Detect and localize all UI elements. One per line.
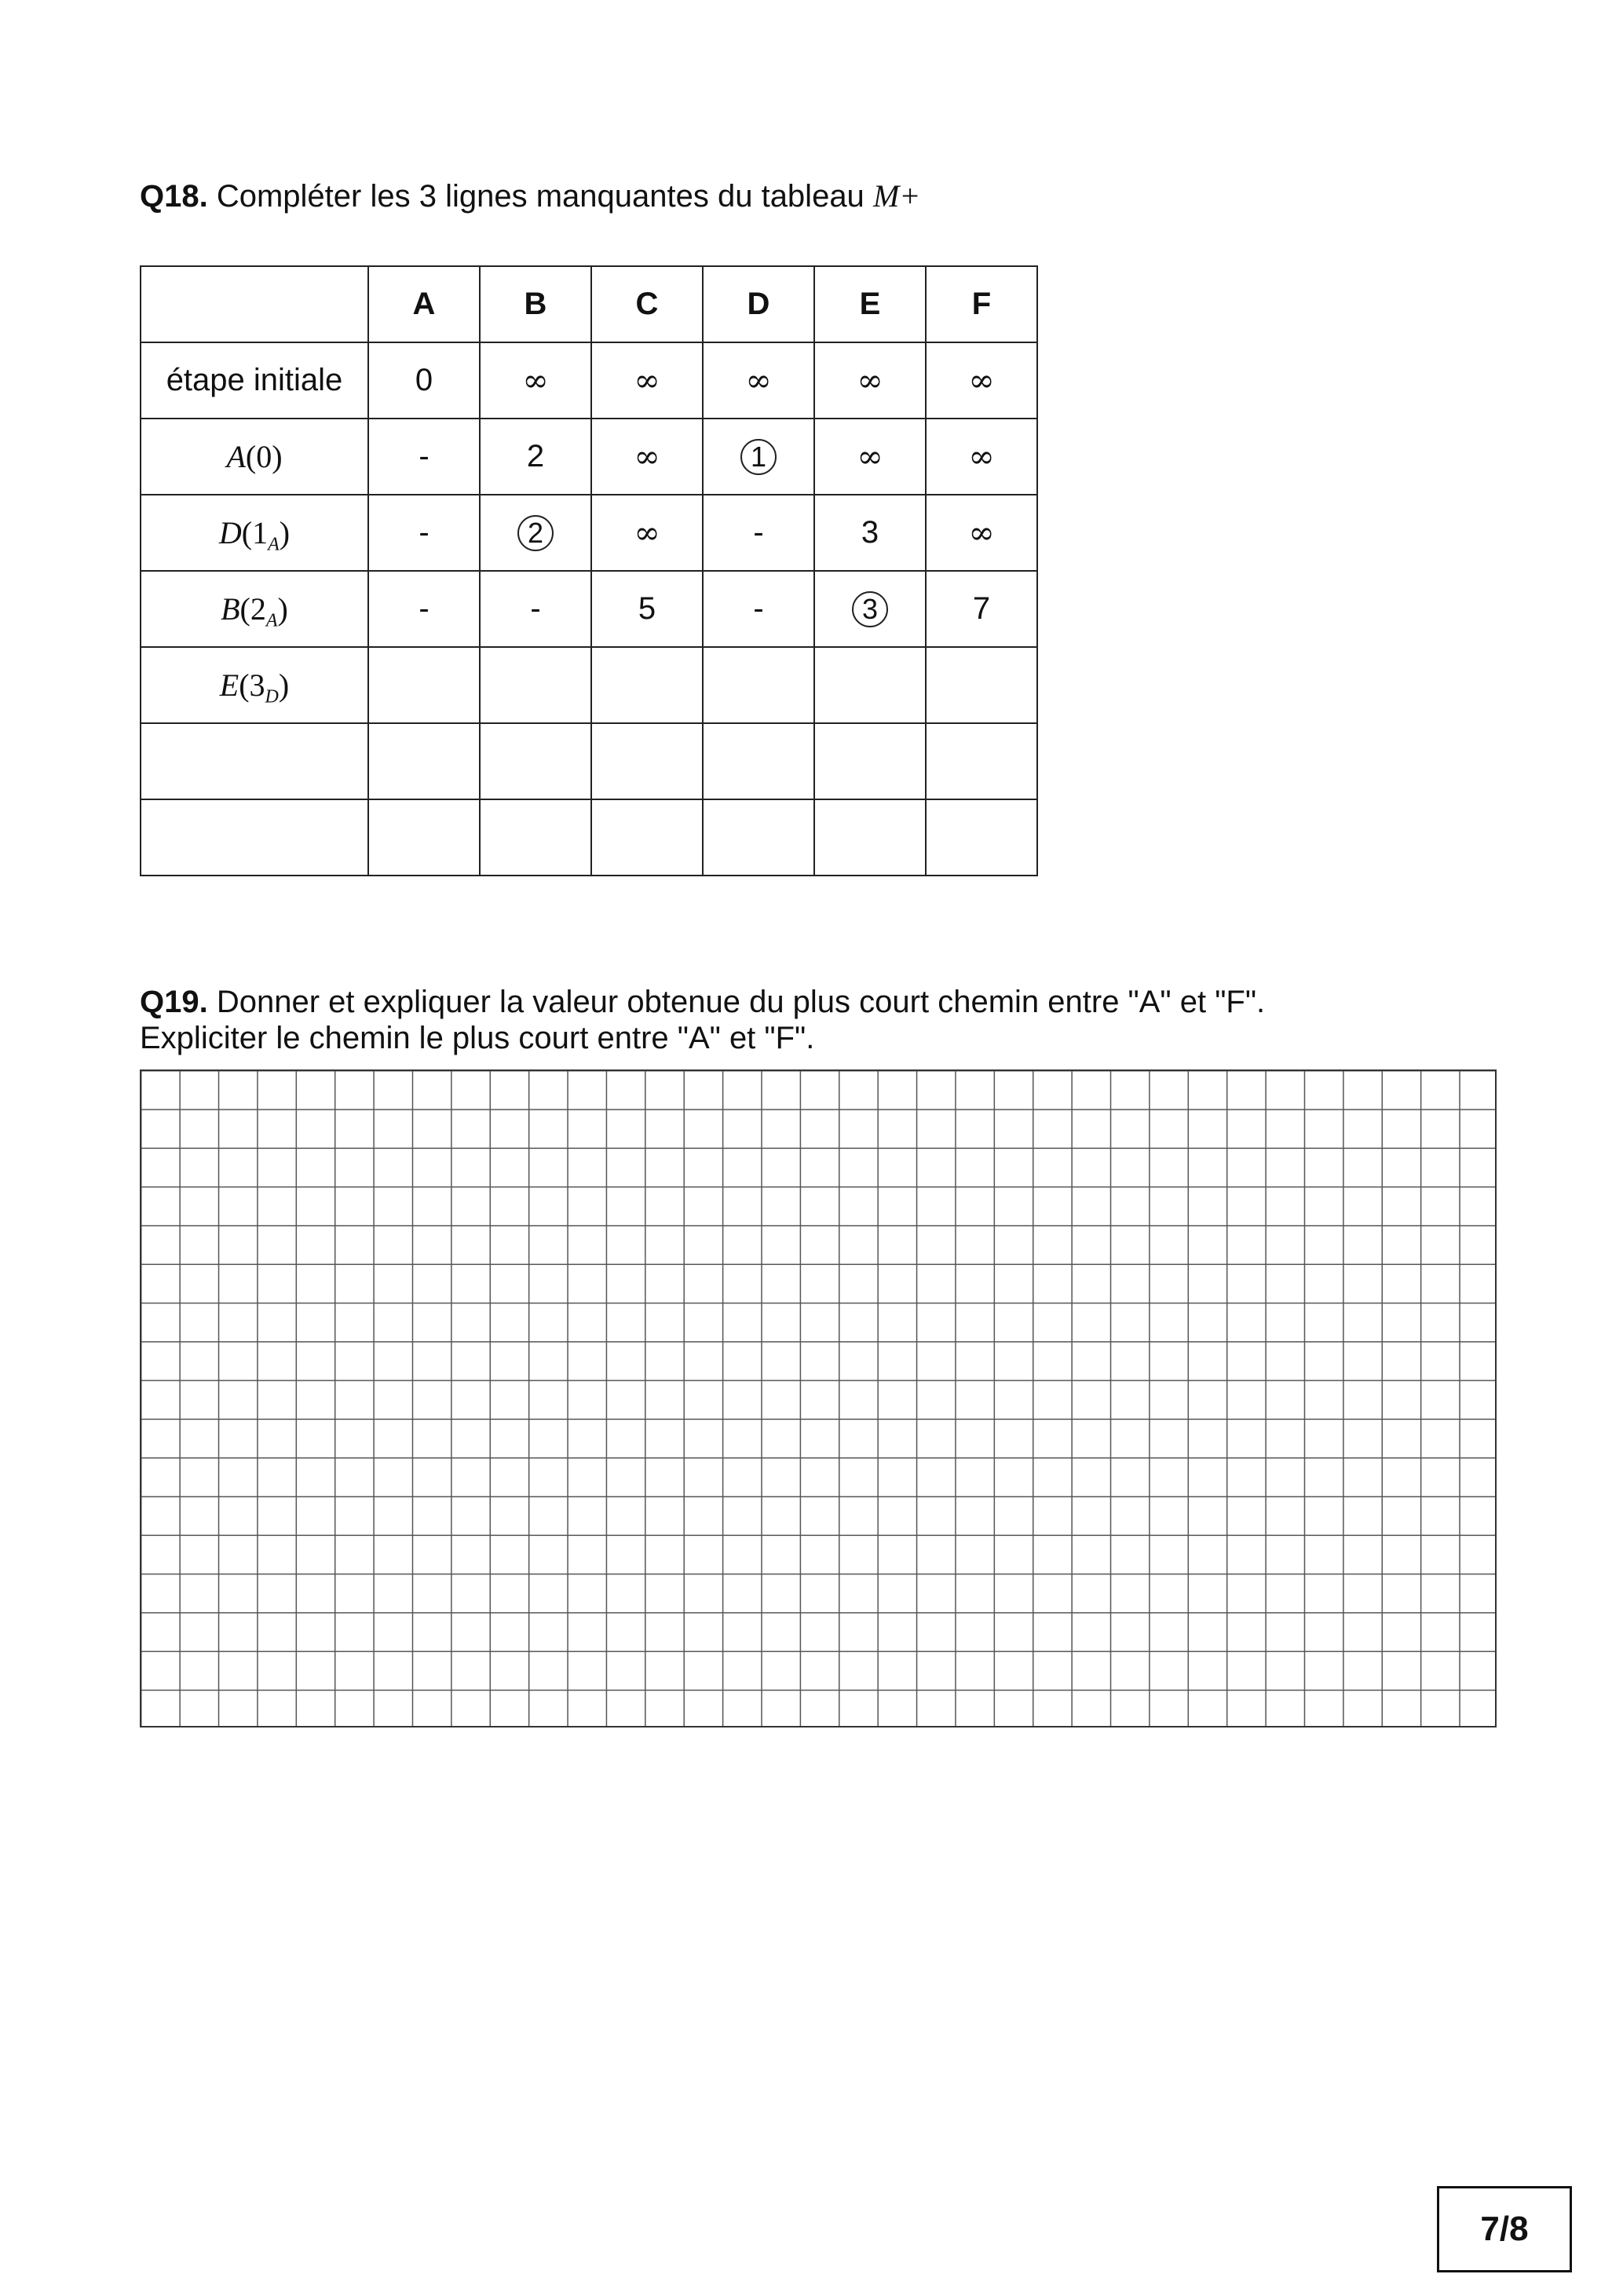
- answer-grid[interactable]: [140, 1069, 1497, 1727]
- column-header-a: A: [368, 266, 480, 342]
- table-cell: ∞: [926, 495, 1037, 571]
- table-cell[interactable]: [814, 723, 926, 799]
- table-cell: -: [480, 571, 591, 647]
- table-corner-cell: [141, 266, 368, 342]
- table-cell[interactable]: [591, 647, 703, 723]
- table-cell: -: [368, 571, 480, 647]
- row-label-distance: 0: [256, 439, 272, 474]
- table-cell: 7: [926, 571, 1037, 647]
- table-cell[interactable]: [926, 799, 1037, 876]
- q19-label: Q19.: [140, 985, 208, 1019]
- table-row: [141, 571, 1037, 647]
- table-cell: [703, 419, 814, 495]
- table-cell: ∞: [591, 419, 703, 495]
- row-label: [141, 723, 368, 799]
- table-cell: -: [703, 571, 814, 647]
- column-header-b: B: [480, 266, 591, 342]
- table-row: [141, 419, 1037, 495]
- table-cell: ∞: [703, 342, 814, 419]
- table-cell: ∞: [591, 495, 703, 571]
- table-cell: 0: [368, 342, 480, 419]
- table-cell[interactable]: [703, 647, 814, 723]
- q18-text: Compléter les 3 lignes manquantes du tableau: [216, 179, 865, 214]
- column-header-e: E: [814, 266, 926, 342]
- table-cell[interactable]: [368, 647, 480, 723]
- row-label: étape initiale: [141, 342, 368, 419]
- row-label-vertex: B: [221, 591, 240, 627]
- table-cell: ∞: [814, 342, 926, 419]
- dijkstra-table: [140, 265, 1038, 876]
- table-cell: 5: [591, 571, 703, 647]
- table-cell: -: [368, 419, 480, 495]
- table-cell: ∞: [480, 342, 591, 419]
- table-cell: ∞: [926, 342, 1037, 419]
- row-label-paren-open: (: [245, 439, 257, 474]
- table-row: [141, 799, 1037, 876]
- table-cell[interactable]: [480, 799, 591, 876]
- row-label-paren-open: (: [241, 515, 253, 550]
- q18-label: Q18.: [140, 179, 208, 214]
- table-cell[interactable]: [480, 647, 591, 723]
- dijkstra-table-body: [141, 266, 1037, 876]
- table-cell[interactable]: [703, 723, 814, 799]
- circled-value: 2: [517, 515, 554, 551]
- row-label-distance: 3: [249, 667, 265, 703]
- table-cell: [480, 495, 591, 571]
- table-cell[interactable]: [591, 723, 703, 799]
- table-cell: ∞: [926, 419, 1037, 495]
- column-header-c: C: [591, 266, 703, 342]
- table-cell[interactable]: [591, 799, 703, 876]
- row-label-predecessor: A: [268, 534, 280, 555]
- q19-prompt-line1: [140, 983, 1265, 1021]
- table-cell: [814, 571, 926, 647]
- row-label-predecessor: D: [265, 686, 279, 707]
- row-label-paren-open: (: [239, 667, 250, 703]
- table-header-row: [141, 266, 1037, 342]
- q18-symbol: M+: [872, 178, 921, 214]
- row-label-paren-close: ): [278, 667, 290, 703]
- table-row: [141, 495, 1037, 571]
- table-cell[interactable]: [480, 723, 591, 799]
- table-row: [141, 723, 1037, 799]
- table-cell[interactable]: [814, 647, 926, 723]
- row-label-vertex: A: [226, 439, 246, 474]
- table-cell: 3: [814, 495, 926, 571]
- table-cell: 2: [480, 419, 591, 495]
- row-label: [141, 647, 368, 723]
- row-label: [141, 799, 368, 876]
- row-label-paren-open: (: [239, 591, 250, 627]
- row-label: [141, 571, 368, 647]
- q19-text-line2: Expliciter le chemin le plus court entre "A" et "F".: [140, 1021, 815, 1055]
- table-row: [141, 647, 1037, 723]
- row-label: [141, 419, 368, 495]
- table-cell[interactable]: [926, 723, 1037, 799]
- column-header-d: D: [703, 266, 814, 342]
- row-label-vertex: D: [218, 515, 242, 550]
- column-header-f: F: [926, 266, 1037, 342]
- q19-text-line1: Donner et expliquer la valeur obtenue du plus court chemin entre "A" et "F".: [216, 985, 1266, 1019]
- table-cell: ∞: [814, 419, 926, 495]
- row-label-paren-close: ): [277, 591, 288, 627]
- row-label-distance: 1: [252, 515, 269, 550]
- q19-prompt-line2: [140, 1019, 814, 1057]
- q18-prompt: [140, 177, 920, 215]
- row-label-paren-close: ): [272, 439, 283, 474]
- table-cell: -: [703, 495, 814, 571]
- row-label-vertex: E: [219, 667, 239, 703]
- table-cell[interactable]: [926, 647, 1037, 723]
- row-label-paren-close: ): [279, 515, 291, 550]
- circled-value: 3: [852, 591, 888, 627]
- table-cell: -: [368, 495, 480, 571]
- row-label-distance: 2: [250, 591, 266, 627]
- circled-value: 1: [740, 439, 777, 475]
- row-label-predecessor: A: [265, 610, 278, 631]
- table-row: [141, 342, 1037, 419]
- row-label: [141, 495, 368, 571]
- table-cell: ∞: [591, 342, 703, 419]
- table-cell[interactable]: [814, 799, 926, 876]
- table-cell[interactable]: [368, 799, 480, 876]
- table-cell[interactable]: [703, 799, 814, 876]
- page-number: 7/8: [1437, 2186, 1572, 2272]
- table-cell[interactable]: [368, 723, 480, 799]
